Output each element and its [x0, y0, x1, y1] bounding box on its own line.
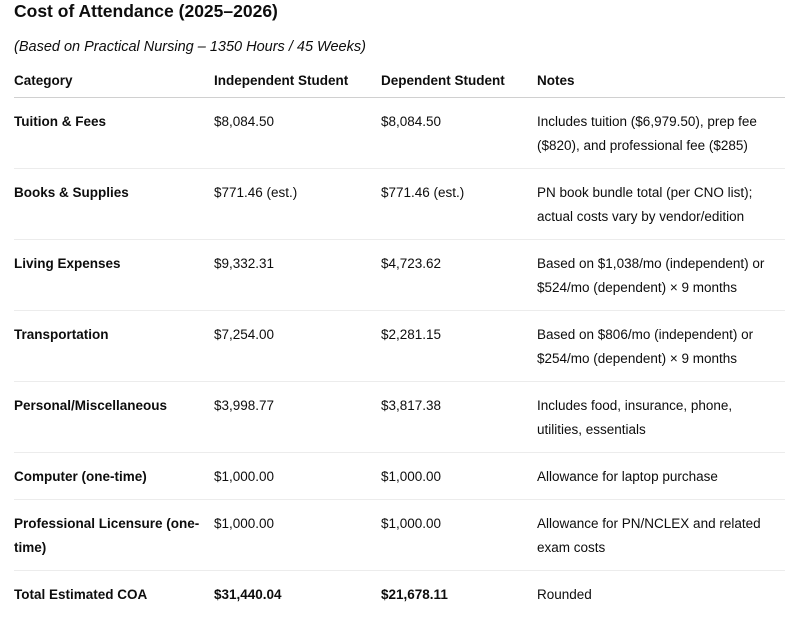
row-independent: $31,440.04 [214, 571, 381, 617]
row-independent: $1,000.00 [214, 453, 381, 500]
row-notes: Allowance for PN/NCLEX and related exam costs [537, 500, 785, 571]
row-dependent: $8,084.50 [381, 98, 537, 169]
table-header [14, 64, 785, 98]
page-title: Cost of Attendance (2025–2026) [14, 1, 278, 22]
table-row [14, 98, 785, 169]
table-row [14, 500, 785, 571]
row-independent: $7,254.00 [214, 311, 381, 382]
table-row [14, 382, 785, 453]
row-category: Computer (one-time) [14, 453, 214, 500]
cost-table [14, 64, 785, 617]
row-notes: Based on $1,038/mo (independent) or $524/mo (dependent) × 9 months [537, 240, 785, 311]
row-notes: Rounded [537, 571, 785, 617]
row-notes: Allowance for laptop purchase [537, 453, 785, 500]
row-independent: $9,332.31 [214, 240, 381, 311]
table-body [14, 98, 785, 617]
row-dependent: $21,678.11 [381, 571, 537, 617]
header-dependent: Dependent Student [381, 64, 537, 98]
header-row [14, 64, 785, 98]
row-independent: $8,084.50 [214, 98, 381, 169]
row-independent: $1,000.00 [214, 500, 381, 571]
row-dependent: $3,817.38 [381, 382, 537, 453]
table-row [14, 240, 785, 311]
total-row [14, 571, 785, 617]
row-dependent: $1,000.00 [381, 453, 537, 500]
row-category: Tuition & Fees [14, 98, 214, 169]
row-category: Total Estimated COA [14, 571, 214, 617]
row-notes: Based on $806/mo (independent) or $254/mo (dependent) × 9 months [537, 311, 785, 382]
table-row [14, 453, 785, 500]
header-independent: Independent Student [214, 64, 381, 98]
row-category: Personal/Miscellaneous [14, 382, 214, 453]
header-notes: Notes [537, 64, 785, 98]
page-subtitle: (Based on Practical Nursing – 1350 Hours / 45 Weeks) [14, 39, 366, 55]
row-notes: Includes food, insurance, phone, utilities, essentials [537, 382, 785, 453]
row-independent: $771.46 (est.) [214, 169, 381, 240]
table-row [14, 311, 785, 382]
header-category: Category [14, 64, 214, 98]
row-independent: $3,998.77 [214, 382, 381, 453]
row-category: Books & Supplies [14, 169, 214, 240]
row-dependent: $771.46 (est.) [381, 169, 537, 240]
row-dependent: $1,000.00 [381, 500, 537, 571]
row-notes: Includes tuition ($6,979.50), prep fee ($820), and professional fee ($285) [537, 98, 785, 169]
row-category: Professional Licensure (one-time) [14, 500, 214, 571]
row-category: Living Expenses [14, 240, 214, 311]
row-dependent: $2,281.15 [381, 311, 537, 382]
row-notes: PN book bundle total (per CNO list); actual costs vary by vendor/edition [537, 169, 785, 240]
row-category: Transportation [14, 311, 214, 382]
row-dependent: $4,723.62 [381, 240, 537, 311]
table-row [14, 169, 785, 240]
